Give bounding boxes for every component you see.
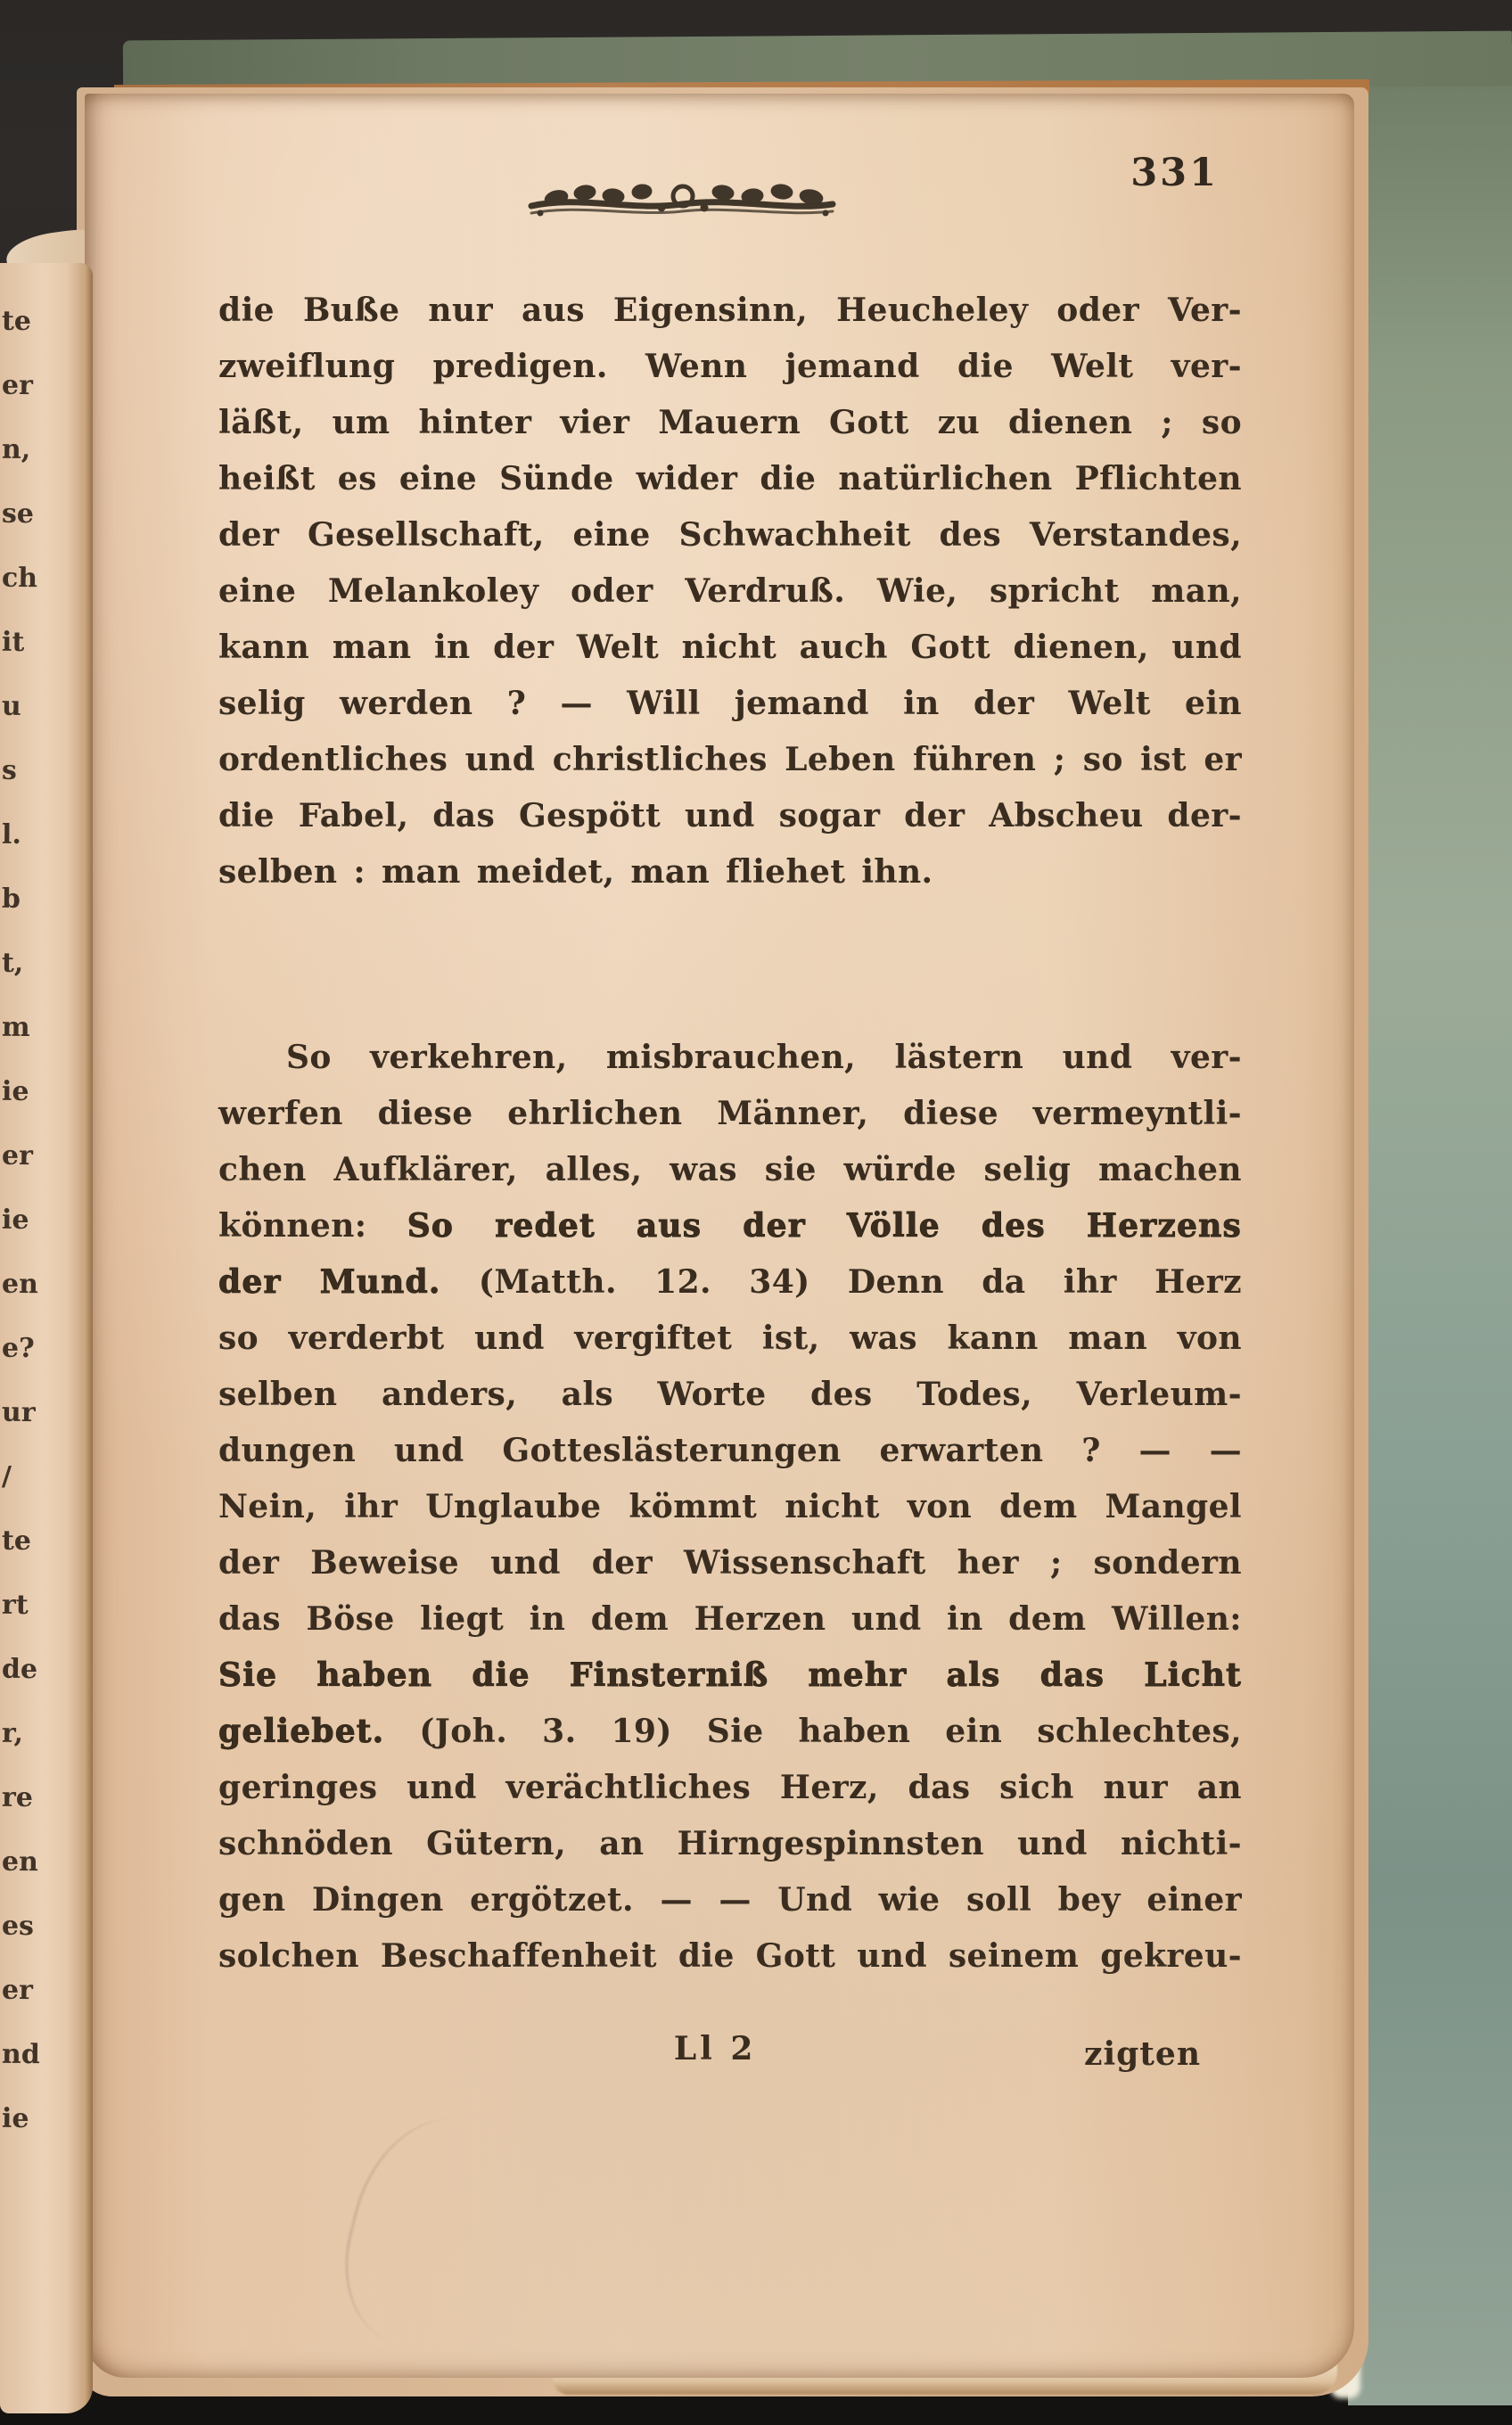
paragraph [218, 1030, 1242, 1985]
left-page-fragment: ch [1, 562, 38, 595]
text-line: So verkehren, misbrauchen, lästern und ver- [286, 1039, 1242, 1076]
paragraph [218, 283, 1242, 900]
text-line: schnöden Gütern, an Hirngespinnsten und nichti- [218, 1825, 1242, 1862]
text-line: so verderbt und vergiftet ist, was kann man von [218, 1319, 1242, 1357]
left-page-fragment: er [1, 1974, 34, 2007]
text-line: geringes und verächtliches Herz, das sich nur an [218, 1769, 1242, 1806]
text-line: werfen diese ehrlichen Männer, diese vermeyntli- [218, 1095, 1242, 1132]
text-line: kann man in der Welt nicht auch Gott dienen, und [218, 629, 1242, 666]
text-line: die Fabel, das Gespött und sogar der Abscheu der- [218, 797, 1242, 834]
page-body-text [218, 283, 1242, 1985]
left-page-fragment: en [1, 1268, 39, 1301]
left-page-fragment: m [1, 1011, 30, 1044]
text-line: heißt es eine Sünde wider die natürlichen Pflichten [218, 460, 1242, 497]
left-page-fragment: t, [1, 947, 24, 980]
left-page-fragment: r, [1, 1717, 24, 1750]
text-line: der Gesellschaft, eine Schwachheit des Verstandes, [218, 516, 1242, 554]
text-line: selben : man meidet, man fliehet ihn. [218, 853, 933, 891]
left-page-fragment: en [1, 1845, 39, 1878]
catchword: zigten [1084, 2035, 1201, 2073]
left-page-fragment: e? [1, 1332, 35, 1365]
left-page-fragment: ie [1, 2102, 29, 2135]
left-page-fragment: s [1, 754, 18, 786]
text-line: die Buße nur aus Eigensinn, Heucheley oder Ver- [218, 292, 1242, 329]
text-line: zweiflung predigen. Wenn jemand die Welt ver- [218, 348, 1242, 385]
paper-wrinkle [326, 2100, 549, 2367]
left-page-fragment: ie [1, 1075, 29, 1108]
left-page-fragment: ie [1, 1204, 29, 1237]
head-ornament [526, 169, 838, 226]
left-page-fragment: er [1, 369, 34, 402]
text-line: Nein, ihr Unglaube kömmt nicht von dem Mangel [218, 1488, 1242, 1525]
left-page-fragment: re [1, 1781, 34, 1814]
text-line: eine Melankoley oder Verdruß. Wie, spricht man, [218, 572, 1242, 610]
left-page-fragment: l. [1, 818, 21, 851]
left-page-fragment: de [1, 1653, 38, 1686]
left-page-fragment: te [1, 305, 32, 338]
left-page-fragment: it [1, 626, 25, 659]
text-line: läßt, um hinter vier Mauern Gott zu dienen ; so [218, 404, 1242, 441]
book-cover-edge [1348, 41, 1512, 2405]
text-line: ordentliches und christliches Leben führen ; so ist er [218, 741, 1242, 778]
left-page-fragment: b [1, 883, 21, 915]
page-footer [218, 2030, 1242, 2092]
signature-mark: Ll 2 [673, 2030, 757, 2067]
text-line: der Mund. (Matth. 12. 34) Denn da ihr Herz [218, 1263, 1242, 1301]
text-line: der Beweise und der Wissenschaft her ; sondern [218, 1544, 1242, 1582]
text-line: geliebet. (Joh. 3. 19) Sie haben ein schlechtes, [218, 1713, 1242, 1750]
left-page-fragment: u [1, 690, 21, 722]
text-line: solchen Beschaffenheit die Gott und seinem gekreu- [218, 1937, 1242, 1975]
left-page-fragment: / [1, 1460, 12, 1492]
text-line: selig werden ? — Will jemand in der Welt ein [218, 685, 1242, 722]
text-line: das Böse liegt in dem Herzen und in dem Willen: [218, 1600, 1242, 1638]
text-line: chen Aufklärer, alles, was sie würde selig machen [218, 1151, 1242, 1188]
text-line: dungen und Gotteslästerungen erwarten ? — — [218, 1432, 1242, 1469]
text-line: können: So redet aus der Völle des Herzens [218, 1207, 1242, 1245]
left-page-fragment: ur [1, 1396, 36, 1429]
text-line: selben anders, als Worte des Todes, Verleum- [218, 1376, 1242, 1413]
left-page-fragment: rt [1, 1589, 29, 1622]
text-line: Sie haben die Finsterniß mehr als das Licht [218, 1656, 1242, 1694]
page-number: 331 [1130, 151, 1219, 195]
left-page-fragment: te [1, 1525, 32, 1558]
left-page-fragment: es [1, 1910, 35, 1943]
text-line: gen Dingen ergötzet. — — Und wie soll bey einer [218, 1881, 1242, 1919]
left-page-fragment: nd [1, 2038, 40, 2071]
left-page-fragment: n, [1, 433, 31, 466]
left-page-fragment: se [1, 497, 35, 530]
curled-left-pages [0, 263, 93, 2413]
book-page [85, 94, 1354, 2378]
left-page-fragment: er [1, 1139, 34, 1172]
